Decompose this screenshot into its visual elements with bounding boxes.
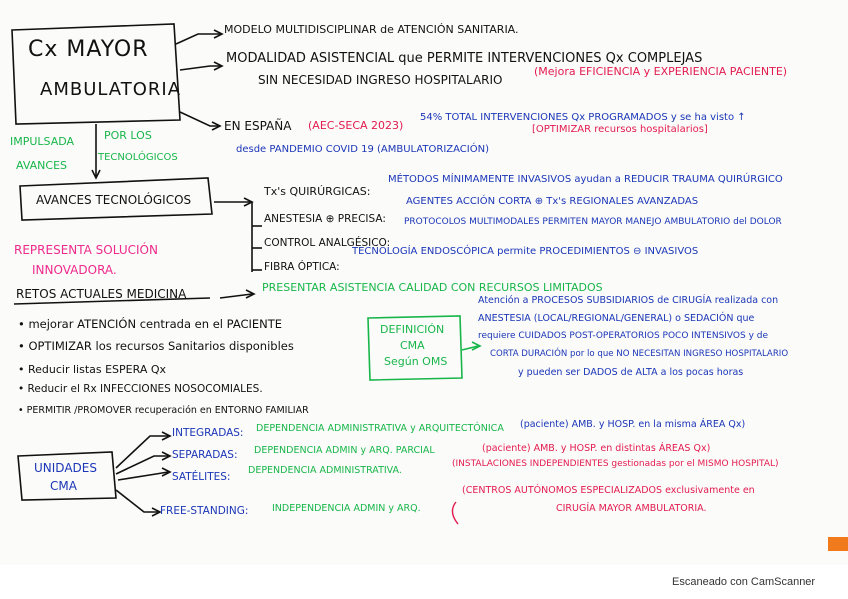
retos-title: RETOS ACTUALES MEDICINA xyxy=(16,287,187,301)
espana-text: 54% TOTAL INTERVENCIONES Qx PROGRAMADOS y se ha visto ↑ xyxy=(420,112,746,123)
retos-presentar: PRESENTAR ASISTENCIA CALIDAD CON RECURSOS LIMITADOS xyxy=(262,281,603,294)
reto-item-4: • PERMITIR /PROMOVER recuperación en ENTORNO FAMILIAR xyxy=(18,405,309,416)
unidad-3-note: (CENTROS AUTÓNOMOS ESPECIALIZADOS exclusivamente en xyxy=(462,485,755,496)
unidad-3-note-2: CIRUGÍA MAYOR AMBULATORIA. xyxy=(556,503,707,514)
definicion-text-0: Atención a PROCESOS SUBSIDIARIOS de CIRUGÍA realizada con xyxy=(478,295,779,306)
impulsada-line-2: AVANCES xyxy=(16,159,68,172)
definicion-text-3: CORTA DURACIÓN por lo que NO NECESITAN INGRESO HOSPITALARIO xyxy=(490,349,789,359)
unidad-2-desc: DEPENDENCIA ADMINISTRATIVA. xyxy=(248,465,402,476)
footer-text: Escaneado con CamScanner xyxy=(672,576,816,588)
title-line-2: AMBULATORIA xyxy=(40,79,182,100)
representa-line-2: INNOVADORA. xyxy=(32,263,117,277)
modalidad-note: (Mejora EFICIENCIA y EXPERIENCIA PACIENTE) xyxy=(534,65,788,78)
unidad-1-note: (paciente) AMB. y HOSP. en distintas ÁREAS Qx) xyxy=(482,443,711,454)
impulsada-line-1b: POR LOS xyxy=(104,129,152,142)
reto-item-2: • Reducir listas ESPERA Qx xyxy=(18,363,167,376)
pandemia-note: [OPTIMIZAR recursos hospitalarios] xyxy=(532,124,708,135)
espana-label: EN ESPAÑA xyxy=(224,119,292,133)
unidad-1-desc: DEPENDENCIA ADMIN y ARQ. PARCIAL xyxy=(254,445,435,456)
reto-item-0: • mejorar ATENCIÓN centrada en el PACIENTE xyxy=(18,317,283,331)
avance-2-text: PROTOCOLOS MULTIMODALES PERMITEN MAYOR MANEJO AMBULATORIO del DOLOR xyxy=(404,217,782,227)
unidad-0-desc: DEPENDENCIA ADMINISTRATIVA y ARQUITECTÓNICA xyxy=(256,423,504,434)
modelo-text: MODELO MULTIDISCIPLINAR de ATENCIÓN SANITARIA. xyxy=(224,23,519,36)
avance-3-label: FIBRA ÓPTICA: xyxy=(264,261,340,273)
unidad-0-label: INTEGRADAS: xyxy=(172,427,244,439)
camscanner-watermark-mark xyxy=(828,537,848,551)
modalidad-line-2: SIN NECESIDAD INGRESO HOSPITALARIO xyxy=(258,73,503,87)
avance-0-text: MÉTODOS MÍNIMAMENTE INVASIVOS ayudan a REDUCIR TRAUMA QUIRÚRGICO xyxy=(388,174,783,185)
representa-line-1: REPRESENTA SOLUCIÓN xyxy=(14,243,158,257)
avance-1-label: ANESTESIA ⊕ PRECISA: xyxy=(264,213,386,225)
reto-item-3: • Reducir el Rx INFECCIONES NOSOCOMIALES. xyxy=(18,383,263,395)
avance-2-label: CONTROL ANALGÉSICO: xyxy=(264,237,391,249)
impulsada-line-2b: TECNOLÓGICOS xyxy=(98,152,178,163)
definicion-box-3: Según OMS xyxy=(384,355,448,368)
unidad-0-note: (paciente) AMB. y HOSP. en la misma ÁREA Qx) xyxy=(520,419,746,430)
pandemia-text: desde PANDEMIO COVID 19 (AMBULATORIZACIÓN) xyxy=(236,144,489,155)
avance-0-label: Tx's QUIRÚRGICAS: xyxy=(264,185,371,198)
reto-item-1: • OPTIMIZAR los recursos Sanitarios disponibles xyxy=(18,339,294,353)
unidad-3-label: FREE-STANDING: xyxy=(160,505,249,517)
definicion-box-1: DEFINICIÓN xyxy=(380,323,445,336)
unidades-box-2: CMA xyxy=(50,479,77,493)
avance-3-text: TECNOLOGÍA ENDOSCÓPICA permite PROCEDIMIENTOS ⊖ INVASIVOS xyxy=(352,246,699,257)
unidad-3-desc: INDEPENDENCIA ADMIN y ARQ. xyxy=(272,503,421,514)
unidad-1-label: SEPARADAS: xyxy=(172,449,238,461)
unidades-box-1: UNIDADES xyxy=(34,461,97,475)
definicion-text-1: ANESTESIA (LOCAL/REGIONAL/GENERAL) o SEDACIÓN que xyxy=(478,313,755,324)
definicion-box-2: CMA xyxy=(400,339,425,352)
definicion-text-4: y pueden ser DADOS de ALTA a los pocas horas xyxy=(518,367,744,378)
title-line-1: Cx MAYOR xyxy=(28,37,149,62)
definicion-text-2: requiere CUIDADOS POST-OPERATORIOS POCO INTENSIVOS y de xyxy=(478,331,769,341)
impulsada-line-1: IMPULSADA xyxy=(10,135,75,148)
modalidad-line-1: MODALIDAD ASISTENCIAL que PERMITE INTERVENCIONES Qx COMPLEJAS xyxy=(226,51,703,66)
avance-1-text: AGENTES ACCIÓN CORTA ⊕ Tx's REGIONALES AVANZADAS xyxy=(406,196,699,207)
espana-source: (AEC-SECA 2023) xyxy=(308,119,404,132)
unidad-2-label: SATÉLITES: xyxy=(172,471,231,483)
avances-box-label: AVANCES TECNOLÓGICOS xyxy=(36,193,192,207)
unidad-2-note: (INSTALACIONES INDEPENDIENTES gestionadas por el MISMO HOSPITAL) xyxy=(452,459,779,469)
